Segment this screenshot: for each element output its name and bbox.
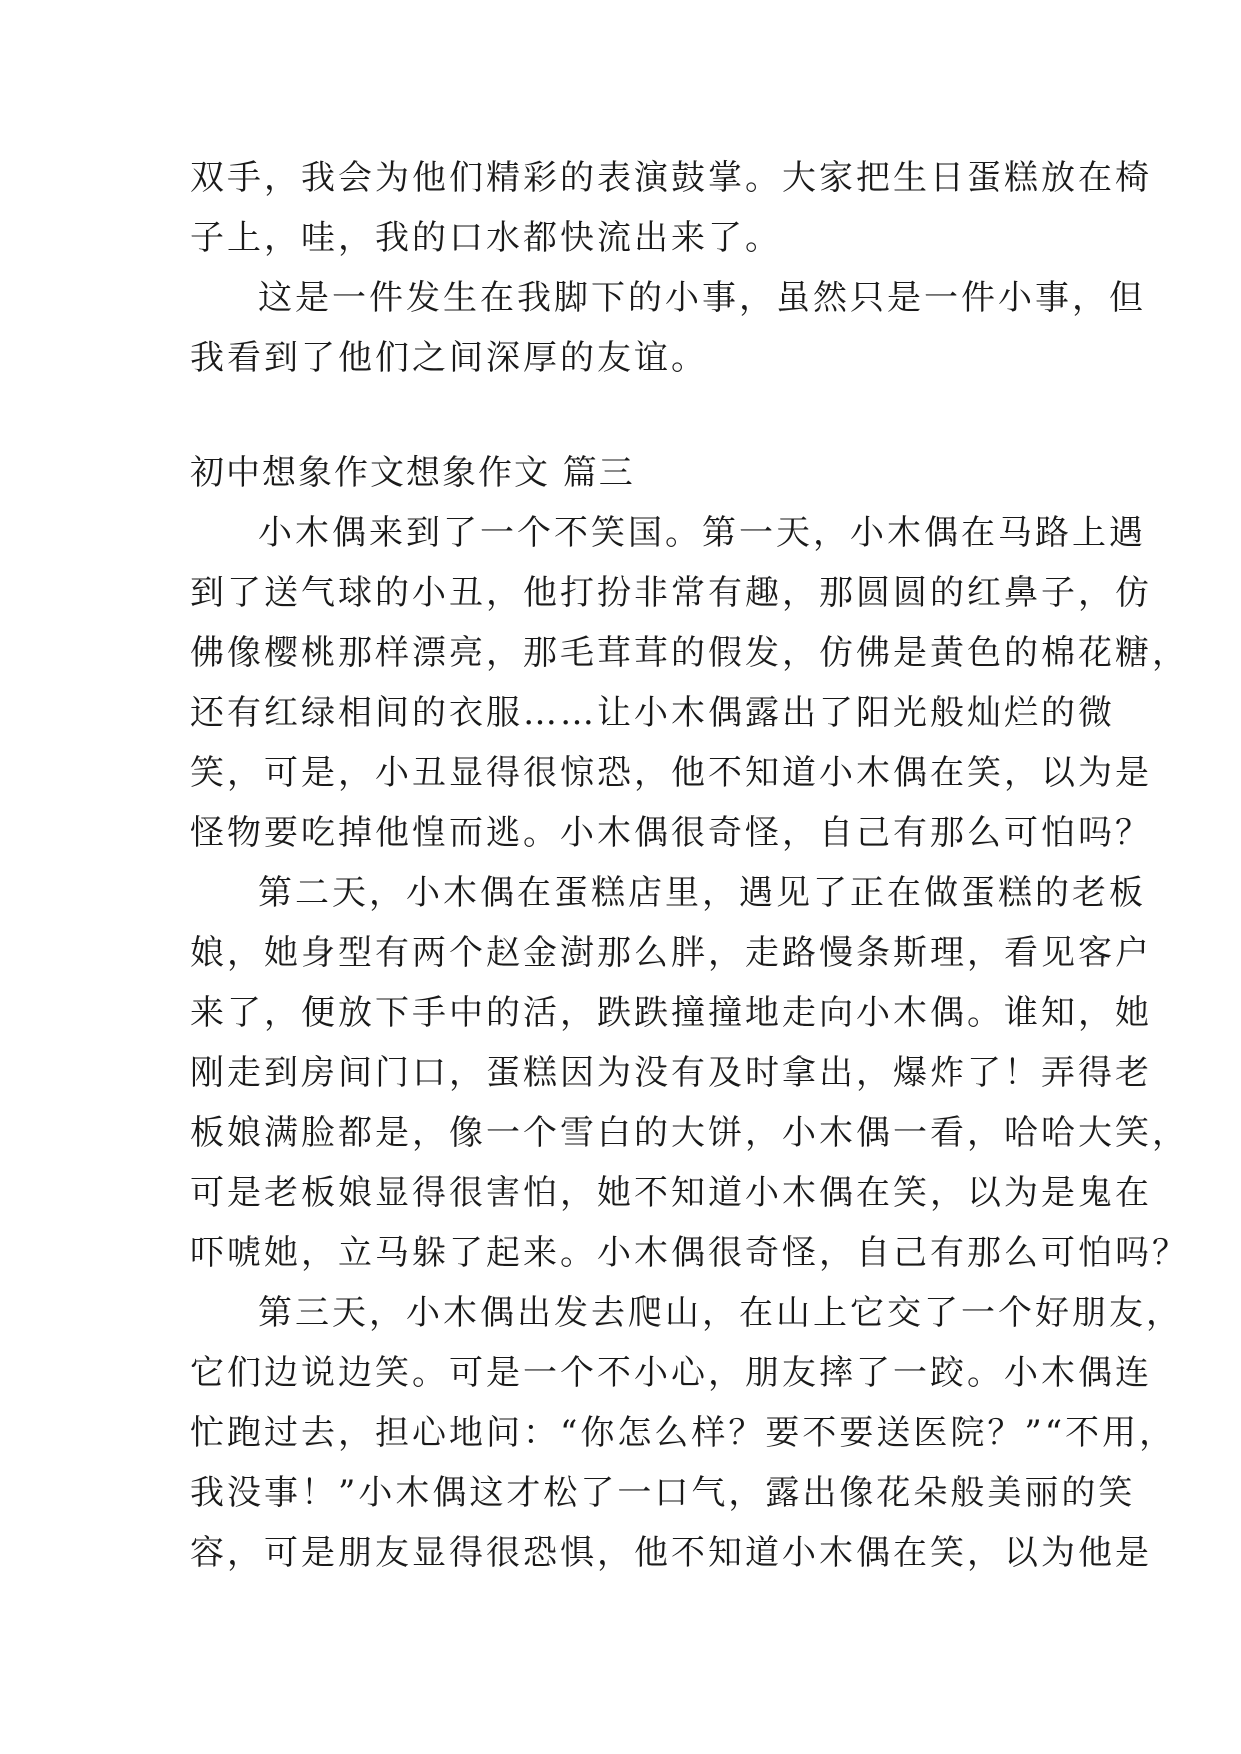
text-line: 还有红绿相间的衣服……让小木偶露出了阳光般灿烂的微 <box>190 693 1115 733</box>
text-line: 来了，便放下手中的活，跌跌撞撞地走向小木偶。谁知，她 <box>190 993 1152 1033</box>
text-line: 我没事！”小木偶这才松了一口气，露出像花朵般美丽的笑 <box>190 1473 1136 1513</box>
text-line: 它们边说边笑。可是一个不小心，朋友摔了一跤。小木偶连 <box>190 1353 1152 1393</box>
paragraph-1 <box>190 503 1189 863</box>
text-line: 忙跑过去，担心地问：“你怎么样？要不要送医院？”“不用， <box>190 1413 1177 1453</box>
text-line: 笑，可是，小丑显得很惊恐，他不知道小木偶在笑，以为是 <box>190 753 1152 793</box>
section-heading-block <box>190 443 1050 503</box>
text-line: 可是老板娘显得很害怕，她不知道小木偶在笑，以为是鬼在 <box>190 1173 1152 1213</box>
text-line: 小木偶来到了一个不笑国。第一天，小木偶在马路上遇 <box>258 513 1146 553</box>
text-line: 刚走到房间门口，蛋糕因为没有及时拿出，爆炸了！弄得老 <box>190 1053 1152 1093</box>
text-line: 怪物要吃掉他惶而逃。小木偶很奇怪，自己有那么可怕吗？ <box>190 813 1152 853</box>
paragraph-3 <box>190 1283 1183 1583</box>
text-line: 娘，她身型有两个赵金澍那么胖，走路慢条斯理，看见客户 <box>190 933 1152 973</box>
text-line: 第三天，小木偶出发去爬山，在山上它交了一个好朋友， <box>258 1293 1183 1333</box>
text-line: 佛像樱桃那样漂亮，那毛茸茸的假发，仿佛是黄色的棉花糖， <box>190 633 1189 673</box>
section-heading: 初中想象作文想象作文 篇三 <box>190 453 635 493</box>
text-line: 我看到了他们之间深厚的友谊。 <box>190 338 708 378</box>
paragraph-2 <box>190 863 1189 1283</box>
text-line: 板娘满脸都是，像一个雪白的大饼，小木偶一看，哈哈大笑， <box>190 1113 1189 1153</box>
intro-paragraph <box>190 148 1152 268</box>
text-line: 双手，我会为他们精彩的表演鼓掌。大家把生日蛋糕放在椅 <box>190 158 1152 198</box>
text-line: 第二天，小木偶在蛋糕店里，遇见了正在做蛋糕的老板 <box>258 873 1146 913</box>
text-line: 到了送气球的小丑，他打扮非常有趣，那圆圆的红鼻子，仿 <box>190 573 1152 613</box>
text-line: 吓唬她，立马躲了起来。小木偶很奇怪，自己有那么可怕吗？ <box>190 1233 1189 1273</box>
text-line: 容，可是朋友显得很恐惧，他不知道小木偶在笑，以为他是 <box>190 1533 1152 1573</box>
text-line: 子上，哇，我的口水都快流出来了。 <box>190 218 782 258</box>
closing-paragraph <box>190 268 1146 388</box>
text-line: 这是一件发生在我脚下的小事，虽然只是一件小事，但 <box>258 278 1146 318</box>
